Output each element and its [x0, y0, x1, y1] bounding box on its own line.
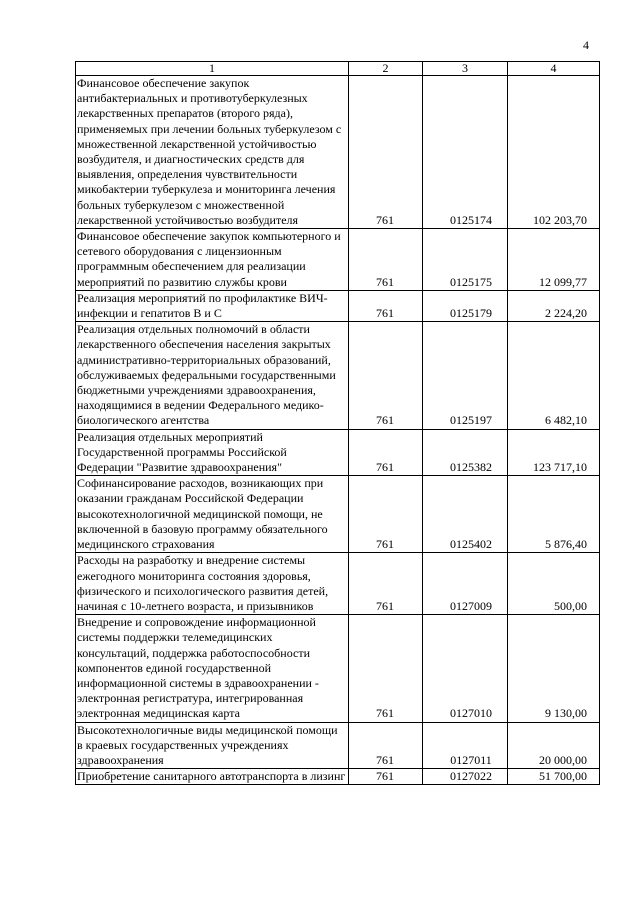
row-target-cell: 0125174	[423, 76, 508, 229]
row-code-cell: 761	[349, 76, 423, 229]
row-name-cell: Финансовое обеспечение закупок антибактериальных и противотуберкулезных лекарственных препаратов (второго ряда), применяемых при лечении больных туберкулезом с множественной лекарственной устойчивостью возбудителя, и диагностических средств для выявления, определения чувствительности микобактерии туберкулеза и мониторинга лечения больных туберкулезом с множественной лекарственной устойчивостью возбудителя	[76, 76, 349, 229]
row-name-cell: Приобретение санитарного автотранспорта в лизинг	[76, 769, 349, 785]
table-row	[76, 722, 600, 769]
row-name-cell: Реализация мероприятий по профилактике ВИЧ-инфекции и гепатитов В и С	[76, 290, 349, 321]
budget-table	[75, 61, 600, 785]
row-target-cell: 0125402	[423, 476, 508, 553]
row-target-cell: 0125382	[423, 429, 508, 476]
row-code-cell: 761	[349, 769, 423, 785]
row-code-cell: 761	[349, 553, 423, 615]
row-amount-cell: 102 203,70	[508, 76, 600, 229]
table-row	[76, 290, 600, 321]
row-target-cell: 0127011	[423, 722, 508, 769]
row-code-cell: 761	[349, 615, 423, 722]
row-code-cell: 761	[349, 429, 423, 476]
table-row	[76, 553, 600, 615]
table-row	[76, 229, 600, 291]
row-name-cell: Финансовое обеспечение закупок компьютерного и сетевого оборудования с лицензионным программным обеспечением для реализации мероприятий по развитию службы крови	[76, 229, 349, 291]
row-amount-cell: 500,00	[508, 553, 600, 615]
row-amount-cell: 9 130,00	[508, 615, 600, 722]
table-row	[76, 76, 600, 229]
row-name-cell: Реализация отдельных мероприятий Государственной программы Российской Федерации "Развитие здравоохранения"	[76, 429, 349, 476]
row-name-cell: Внедрение и сопровождение информационной системы поддержки телемедицинских консультаций, поддержка работоспособности компонентов единой государственной информационной системы в здравоохранении - электронная регистратура, интегрированная электронная медицинская карта	[76, 615, 349, 722]
row-amount-cell: 20 000,00	[508, 722, 600, 769]
table-row	[76, 429, 600, 476]
page-number: 4	[583, 38, 589, 52]
column-header-2: 2	[349, 62, 423, 76]
table-row	[76, 615, 600, 722]
table-row	[76, 769, 600, 785]
column-header-1: 1	[76, 62, 349, 76]
row-target-cell: 0125197	[423, 322, 508, 429]
row-target-cell: 0127010	[423, 615, 508, 722]
table-row	[76, 322, 600, 429]
row-amount-cell: 123 717,10	[508, 429, 600, 476]
row-target-cell: 0125175	[423, 229, 508, 291]
row-code-cell: 761	[349, 476, 423, 553]
row-target-cell: 0127009	[423, 553, 508, 615]
row-amount-cell: 12 099,77	[508, 229, 600, 291]
row-code-cell: 761	[349, 722, 423, 769]
row-name-cell: Высокотехнологичные виды медицинской помощи в краевых государственных учреждениях здравоохранения	[76, 722, 349, 769]
column-header-3: 3	[423, 62, 508, 76]
row-name-cell: Реализация отдельных полномочий в области лекарственного обеспечения населения закрытых административно-территориальных образований, обслуживаемых федеральными государственными бюджетными учреждениями здравоохранения, находящимися в ведении Федерального медико-биологического агентства	[76, 322, 349, 429]
row-code-cell: 761	[349, 322, 423, 429]
row-amount-cell: 5 876,40	[508, 476, 600, 553]
row-name-cell: Софинансирование расходов, возникающих при оказании гражданам Российской Федерации высокотехнологичной медицинской помощи, не включенной в базовую программу обязательного медицинского страхования	[76, 476, 349, 553]
row-amount-cell: 51 700,00	[508, 769, 600, 785]
row-target-cell: 0125179	[423, 290, 508, 321]
row-amount-cell: 2 224,20	[508, 290, 600, 321]
row-code-cell: 761	[349, 290, 423, 321]
column-header-4: 4	[508, 62, 600, 76]
table-row	[76, 476, 600, 553]
row-amount-cell: 6 482,10	[508, 322, 600, 429]
table-header-row	[76, 62, 600, 76]
row-target-cell: 0127022	[423, 769, 508, 785]
row-code-cell: 761	[349, 229, 423, 291]
row-name-cell: Расходы на разработку и внедрение системы ежегодного мониторинга состояния здоровья, физического и психологического развития детей, начиная с 10-летнего возраста, и призывников	[76, 553, 349, 615]
